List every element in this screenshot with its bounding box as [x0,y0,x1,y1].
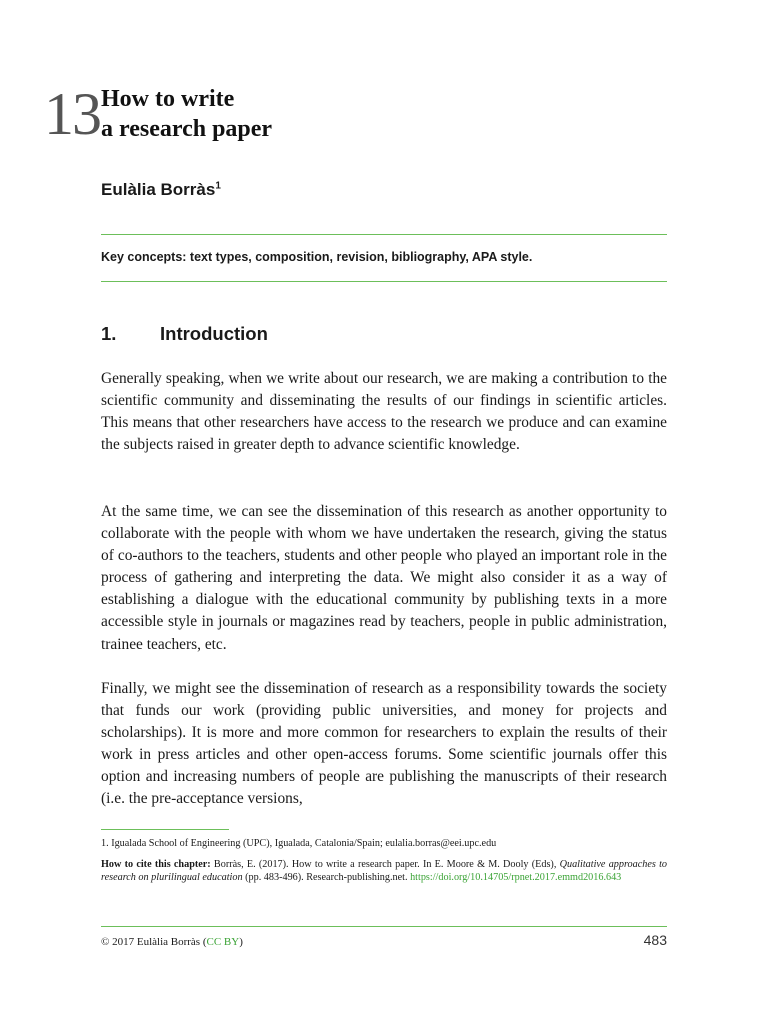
author-name-text: Eulàlia Borràs [101,180,216,199]
citation-label: How to cite this chapter: [101,859,211,870]
key-concepts-bottom-rule [101,281,667,282]
citation-block [101,858,667,884]
copyright-suffix: ) [239,936,243,948]
footnote: 1. Igualada School of Engineering (UPC), Igualada, Catalonia/Spain; eulalia.borras@eei.upc.edu [101,838,497,849]
chapter-title [101,84,521,144]
license-link[interactable]: CC BY [206,936,240,948]
citation-book-title: Qualitative approaches to research on plurilingual education [101,859,668,883]
section-number: 1. [101,323,117,344]
copyright-notice [101,935,243,949]
section-heading [101,322,268,346]
citation-text-before: Borràs, E. (2017). How to write a research paper. In E. Moore & M. Dooly (Eds), [210,859,560,870]
chapter-number: 13 [44,81,100,147]
key-concepts: Key concepts: text types, composition, revision, bibliography, APA style. [101,250,533,264]
citation-doi-link[interactable]: https://doi.org/10.14705/rpnet.2017.emmd2016.643 [410,872,622,883]
footer-rule [101,926,667,927]
footnote-rule [101,829,229,830]
author-name [101,179,221,201]
body-paragraph-2: At the same time, we can see the dissemination of this research as another opportunity to collaborate with the people with whom we have undertaken the research, giving the status of co-authors to the teachers, students and other people who played an important role in the process of gathering and interpreting the data. We might also consider it as a way of establishing a dialogue with the educational community by publishing texts in a more accessible style in journals or magazines read by teachers, people in public administration, trainee teachers, etc. [101,503,667,653]
author-footnote-mark[interactable]: 1 [215,180,221,192]
body-paragraph-1: Generally speaking, when we write about our research, we are making a contribution to the scientific community and disseminating the results of our findings in scientific articles. This means that other researchers have access to the research we produce and can examine the subjects raised in greater depth to advance scientific knowledge. [101,370,667,454]
chapter-title-line-1: How to write [101,86,235,112]
chapter-title-line-2: a research paper [101,116,273,142]
citation-text-after: (pp. 483-496). Research-publishing.net. [242,872,411,883]
body-paragraph-3: Finally, we might see the dissemination of research as a responsibility towards the society that funds our work (providing public universities, and money for projects and scholarships). It is more and more common for researchers to explain the results of their work in press articles and other open-access forums. Some scientific journals offer this option and increasing numbers of people are publishing the manuscripts of their research (i.e. the pre-acceptance versions, [101,680,667,808]
copyright-prefix: © 2017 Eulàlia Borràs ( [101,936,207,948]
key-concepts-top-rule [101,234,667,235]
page-number: 483 [643,932,667,948]
section-title: Introduction [160,323,268,344]
